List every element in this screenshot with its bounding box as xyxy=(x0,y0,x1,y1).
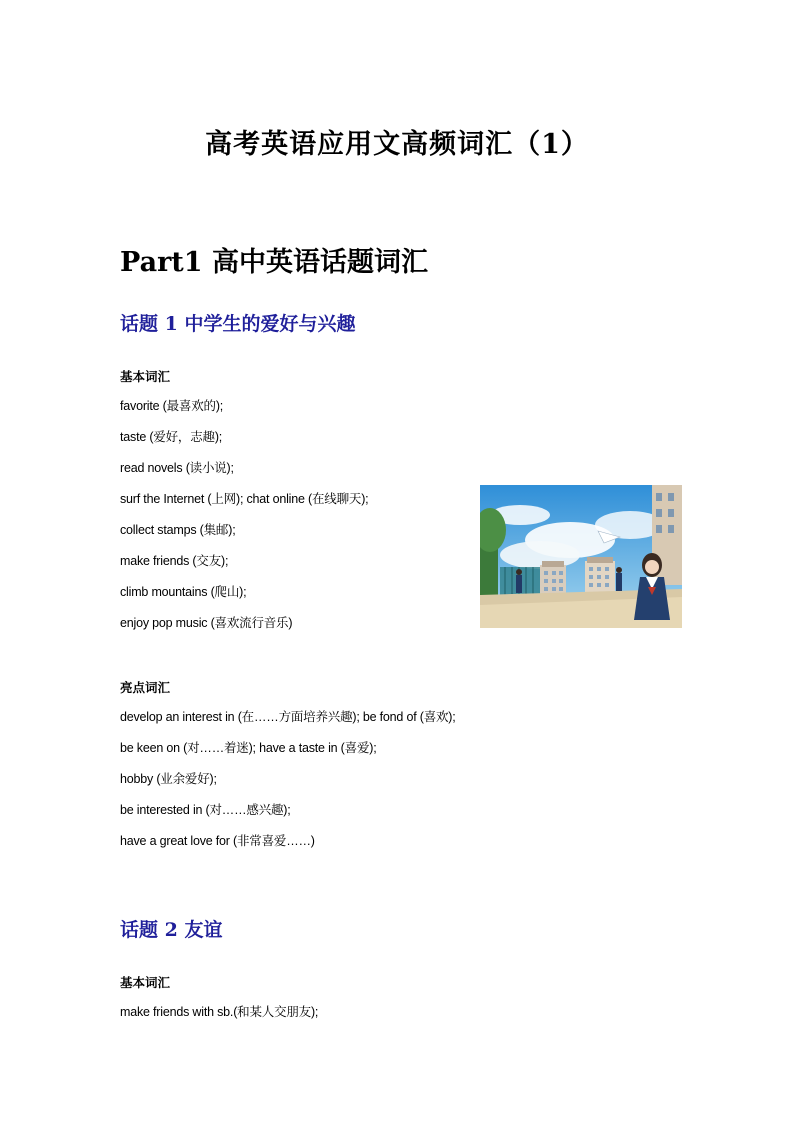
vocab-item: collect stamps (集邮); xyxy=(120,523,236,537)
topic-1-highlight-list xyxy=(120,702,456,857)
vocab-item: develop an interest in (在……方面培养兴趣); be fond of (喜欢); xyxy=(120,710,456,724)
vocab-item: make friends with sb.(和某人交朋友); xyxy=(120,1005,319,1019)
vocab-item: have a great love for (非常喜爱……) xyxy=(120,834,315,848)
school-scene-illustration xyxy=(480,485,682,628)
topic-1-title: 话题 1 中学生的爱好与兴趣 xyxy=(120,313,356,335)
vocab-item: read novels (读小说); xyxy=(120,461,234,475)
topic-1-basic-heading: 基本词汇 xyxy=(120,370,171,384)
topic-2-basic-heading: 基本词汇 xyxy=(120,976,171,990)
topic-1-highlight-heading: 亮点词汇 xyxy=(120,681,171,695)
vocab-item: favorite (最喜欢的); xyxy=(120,399,224,413)
vocab-item: taste (爱好，志趣); xyxy=(120,430,223,444)
vocab-item: make friends (交友); xyxy=(120,554,229,568)
document-title: 高考英语应用文高频词汇（1） xyxy=(205,129,589,160)
topic-2-title: 话题 2 友谊 xyxy=(120,919,223,941)
vocab-item: climb mountains (爬山); xyxy=(120,585,247,599)
part-title: Part1 高中英语话题词汇 xyxy=(120,247,428,278)
topic-2-basic-list xyxy=(120,997,318,1028)
vocab-item: be keen on (对……着迷); have a taste in (喜爱); xyxy=(120,741,377,755)
vocab-item: be interested in (对……感兴趣); xyxy=(120,803,291,817)
topic-1-basic-list xyxy=(120,391,368,639)
vocab-item: hobby (业余爱好); xyxy=(120,772,217,786)
vocab-item: enjoy pop music (喜欢流行音乐) xyxy=(120,616,293,630)
vocab-item: surf the Internet (上网); chat online (在线聊天); xyxy=(120,492,369,506)
